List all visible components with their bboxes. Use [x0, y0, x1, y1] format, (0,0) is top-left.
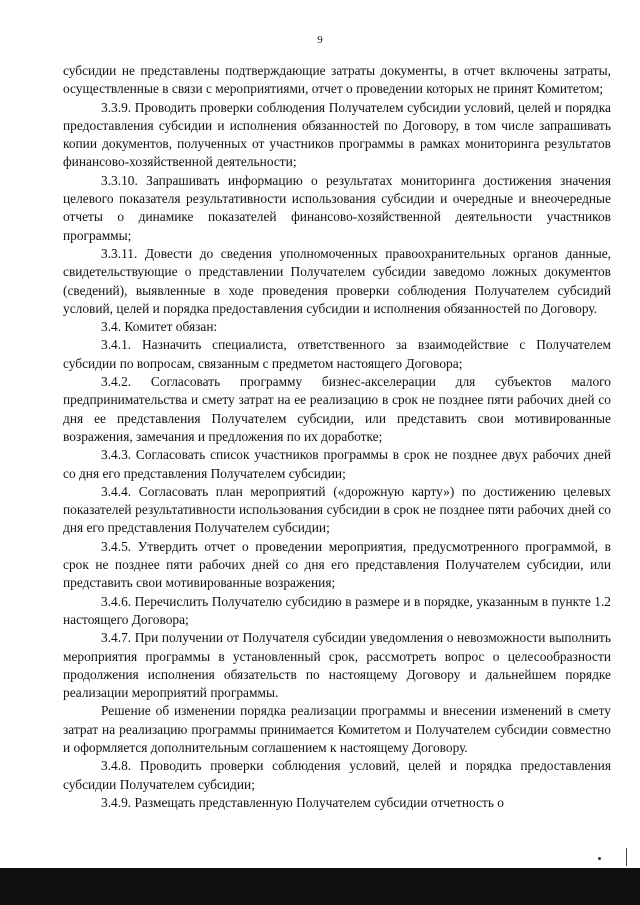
- clause-3-4-3: 3.4.3. Согласовать список участников программы в срок не позднее двух рабочих дней со дня его представления Получателем субсидии;: [63, 447, 611, 481]
- paragraph-continuation: субсидии не представлены подтверждающие затраты документы, в отчет включены затраты, осуществленные в связи с мероприятиями, отчет о проведении которых не принят Комитетом;: [63, 63, 611, 97]
- clause-3-4-1: 3.4.1. Назначить специалиста, ответственного за взаимодействие с Получателем субсидии по вопросам, связанным с предметом настоящего Договора;: [63, 337, 611, 371]
- clause-3-4-7-decision: Решение об изменении порядка реализации программы и внесении изменений в смету затрат на реализацию программы принимается Комитетом и Получателем субсидии совместно и оформляется дополнительным соглашением к настоящему Договору.: [63, 703, 611, 755]
- clause-3-4-5: 3.4.5. Утвердить отчет о проведении мероприятия, предусмотренного программой, в срок не позднее пяти рабочих дней со дня его представления Получателем субсидии, или представить свои мотивированные возражения;: [63, 538, 611, 591]
- clause-3-4-7: 3.4.7. При получении от Получателя субсидии уведомления о невозможности выполнить мероприятия программы в установленный срок, рассмотреть вопрос о целесообразности продолжения исполнения обязательств по настоящему Договору и дальнейшем порядке реализации мероприятий программы.: [63, 630, 611, 701]
- document-body: [63, 62, 611, 812]
- page-number: 9: [317, 34, 323, 46]
- clause-3-3-11: 3.3.11. Довести до сведения уполномоченных правоохранительных органов данные, свидетельствующие о представлении Получателем субсидии заведомо ложных документов (сведений), выявленные в ходе проведения проверки соблюдения Получателем субсидий условий, целей и порядка предоставления субсидии и исполнения обязанностей по Договору.: [63, 245, 611, 316]
- scan-bottom-band: [0, 868, 640, 905]
- clause-3-4-2: 3.4.2. Согласовать программу бизнес-акселерации для субъектов малого предпринимательства и смету затрат на ее реализацию в срок не позднее пяти рабочих дней со дня ее представления Получателем субсидии, или представить свои мотивированные возражения, замечания и предложения по их доработке;: [63, 374, 611, 444]
- scan-speck: [598, 857, 601, 860]
- clause-3-4-heading: 3.4. Комитет обязан:: [101, 319, 218, 335]
- clause-3-3-9: 3.3.9. Проводить проверки соблюдения Получателем субсидии условий, целей и порядка предоставления субсидии и исполнения обязанностей по Договору, в том числе запрашивать копии документов, полученных от участников программы в рамках мониторинга результатов финансово-хозяйственной деятельности;: [63, 99, 611, 170]
- clause-3-4-4: 3.4.4. Согласовать план мероприятий («дорожную карту») по достижению целевых показателей результативности использования субсидии в срок не позднее пяти рабочих дней со дня его представления Получателем субсидии;: [63, 483, 611, 536]
- clause-3-4-8: 3.4.8. Проводить проверки соблюдения условий, целей и порядка предоставления субсидии Получателем субсидии;: [63, 758, 611, 792]
- clause-3-4-9: 3.4.9. Размещать представленную Получателем субсидии отчетность о: [101, 794, 504, 810]
- scan-edge-mark: [626, 848, 627, 866]
- clause-3-3-10: 3.3.10. Запрашивать информацию о результатах мониторинга достижения значения целевого показателя результативности использования субсидии и очередные и внеочередные отчеты о динамике показателей финансово-хозяйственной деятельности участников программы;: [63, 172, 611, 243]
- clause-3-4-6: 3.4.6. Перечислить Получателю субсидию в размере и в порядке, указанным в пункте 1.2 настоящего Договора;: [63, 593, 611, 627]
